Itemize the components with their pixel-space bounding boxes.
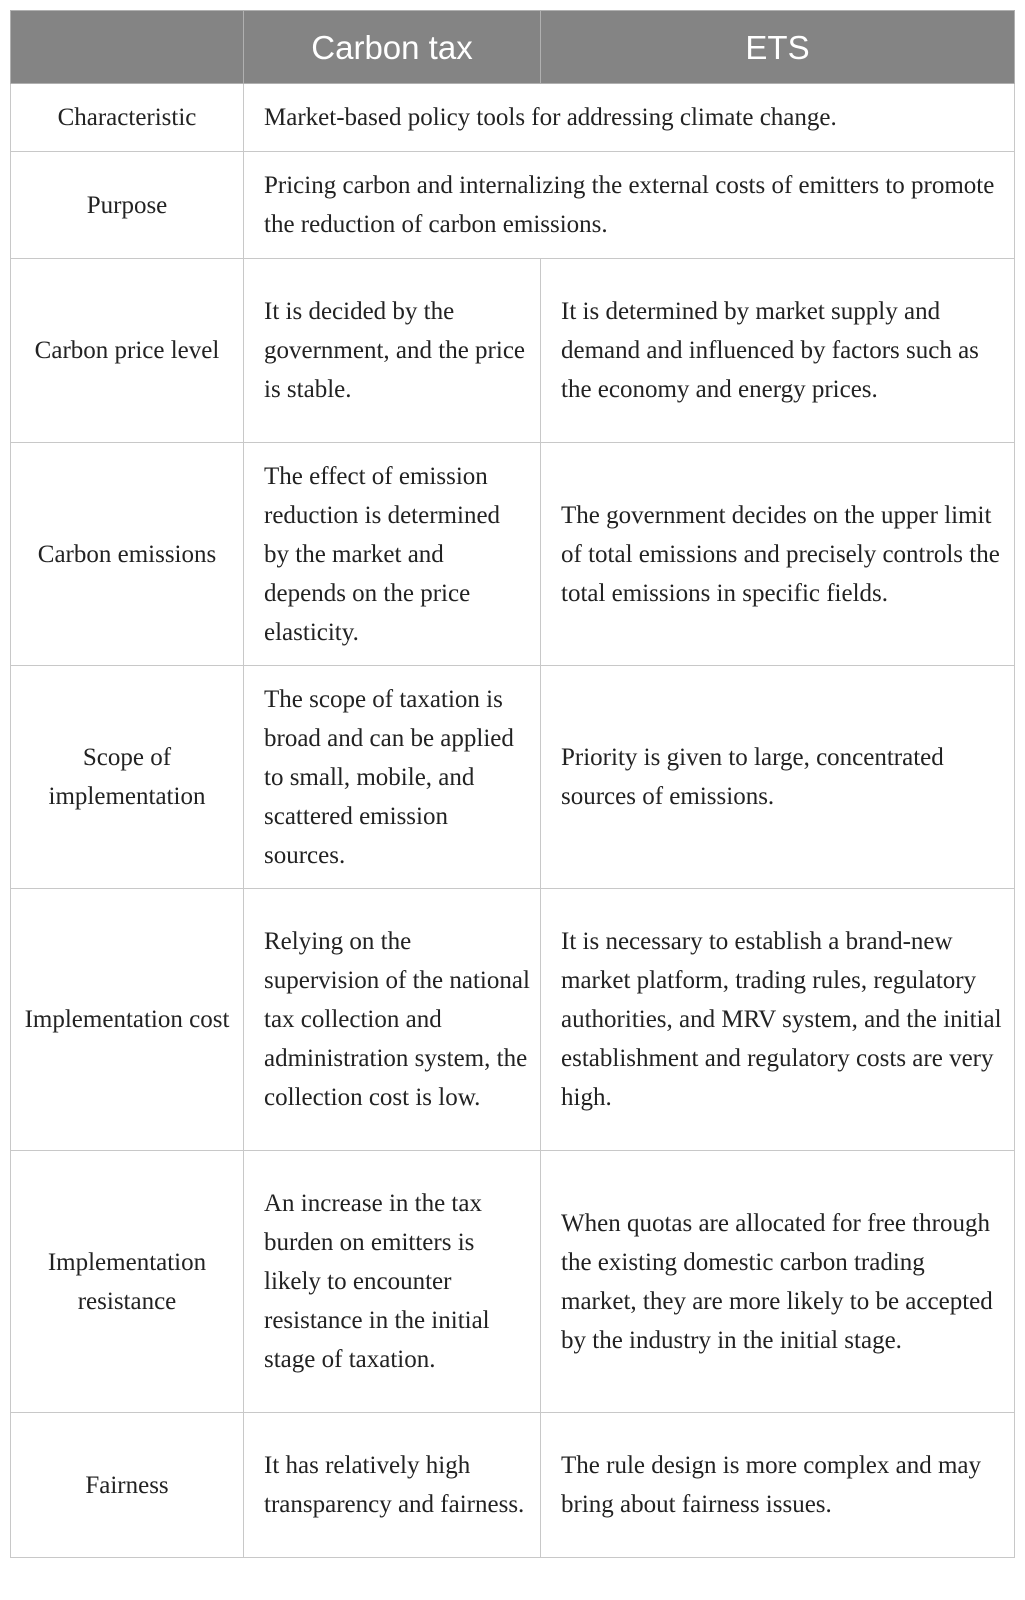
ets-cell: It is determined by market supply and demand and influenced by factors such as the economy and energy prices. bbox=[541, 259, 1015, 443]
header-ets: ETS bbox=[541, 11, 1015, 84]
row-label: Purpose bbox=[11, 152, 244, 259]
ets-cell: When quotas are allocated for free through the existing domestic carbon trading market, they are more likely to be accepted by the industry in the initial stage. bbox=[541, 1151, 1015, 1413]
row-label: Carbon emissions bbox=[11, 443, 244, 666]
row-scope-of-implementation bbox=[11, 666, 1015, 889]
row-label: Characteristic bbox=[11, 84, 244, 152]
row-implementation-resistance bbox=[11, 1151, 1015, 1413]
carbon-tax-cell: It has relatively high transparency and fairness. bbox=[244, 1413, 541, 1558]
header-row bbox=[11, 11, 1015, 84]
ets-cell: The government decides on the upper limit of total emissions and precisely controls the total emissions in specific fields. bbox=[541, 443, 1015, 666]
carbon-tax-cell: An increase in the tax burden on emitters is likely to encounter resistance in the initial stage of taxation. bbox=[244, 1151, 541, 1413]
carbon-tax-cell: The scope of taxation is broad and can be applied to small, mobile, and scattered emission sources. bbox=[244, 666, 541, 889]
shared-cell: Pricing carbon and internalizing the external costs of emitters to promote the reduction of carbon emissions. bbox=[244, 152, 1015, 259]
row-purpose bbox=[11, 152, 1015, 259]
row-implementation-cost bbox=[11, 889, 1015, 1151]
comparison-table bbox=[10, 10, 1015, 1558]
carbon-tax-cell: It is decided by the government, and the price is stable. bbox=[244, 259, 541, 443]
header-carbon-tax: Carbon tax bbox=[244, 11, 541, 84]
row-carbon-emissions bbox=[11, 443, 1015, 666]
ets-cell: Priority is given to large, concentrated sources of emissions. bbox=[541, 666, 1015, 889]
row-label: Carbon price level bbox=[11, 259, 244, 443]
ets-cell: It is necessary to establish a brand-new market platform, trading rules, regulatory authorities, and MRV system, and the initial establishment and regulatory costs are very high. bbox=[541, 889, 1015, 1151]
shared-cell: Market-based policy tools for addressing climate change. bbox=[244, 84, 1015, 152]
row-label: Implementation cost bbox=[11, 889, 244, 1151]
row-label: Fairness bbox=[11, 1413, 244, 1558]
row-label: Implementation resistance bbox=[11, 1151, 244, 1413]
row-label: Scope of implementation bbox=[11, 666, 244, 889]
row-fairness bbox=[11, 1413, 1015, 1558]
row-carbon-price-level bbox=[11, 259, 1015, 443]
header-empty-cell bbox=[11, 11, 244, 84]
ets-cell: The rule design is more complex and may bring about fairness issues. bbox=[541, 1413, 1015, 1558]
carbon-tax-cell: The effect of emission reduction is determined by the market and depends on the price elasticity. bbox=[244, 443, 541, 666]
carbon-tax-cell: Relying on the supervision of the national tax collection and administration system, the collection cost is low. bbox=[244, 889, 541, 1151]
row-characteristic bbox=[11, 84, 1015, 152]
